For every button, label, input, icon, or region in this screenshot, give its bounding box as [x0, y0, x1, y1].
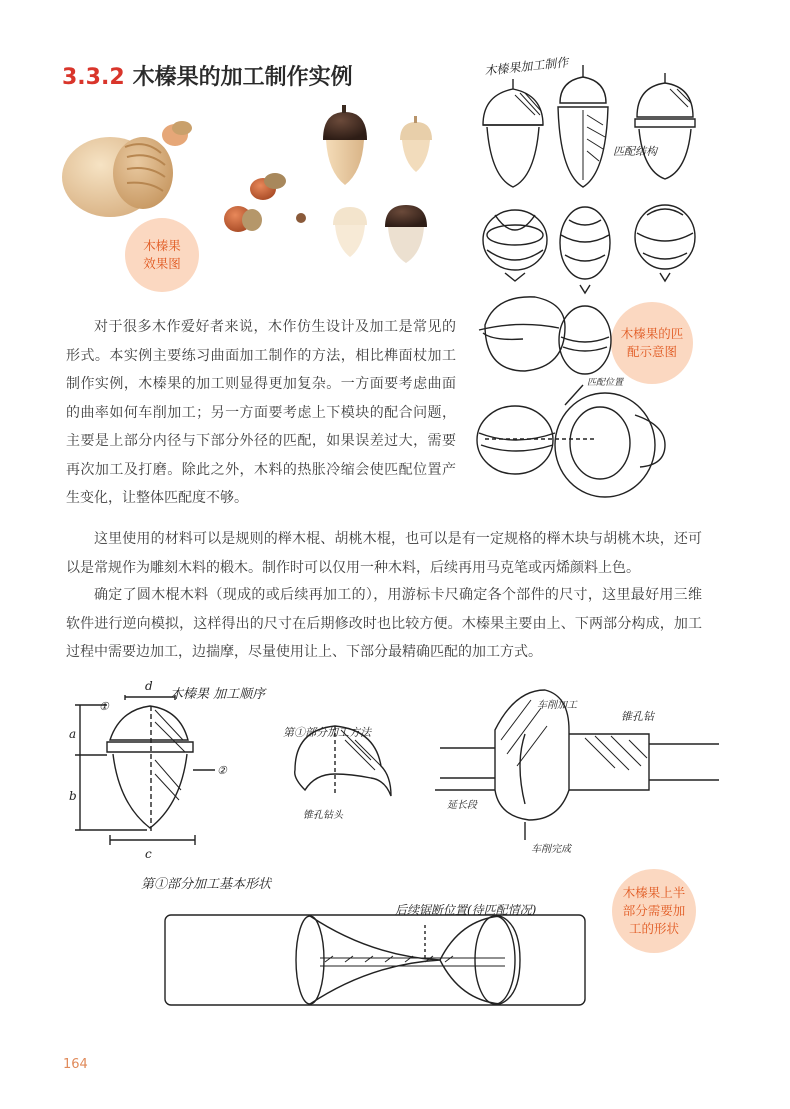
dim-d-label: d	[145, 679, 153, 693]
effect-image-badge	[125, 218, 199, 292]
lathe-finish-label: 车削加工	[537, 700, 577, 711]
method-paragraph: 确定了圆木棍木料（现成的或后续再加工的），用游标卡尺确定各个部件的尺寸，这里最好用三维软件进行逆向模拟，这样得出的尺寸在后期修改时也比较方便。木榛果主要由上、下两部分构成，加工过程中需要边加工，边揣摩，尽量使用让上、下部分最精确匹配的加工方式。	[66, 587, 702, 660]
cut-done-label: 车削完成	[531, 844, 571, 855]
process-title: 木榛果 加工顺序	[170, 687, 266, 702]
drill-bit-label-b: 锥孔钻	[621, 710, 654, 723]
badge-line: 工的形状	[628, 921, 679, 936]
match-position-label: 匹配位置	[587, 378, 624, 388]
badge-line: 配示意图	[626, 344, 677, 359]
badge-line: 部分需要加	[622, 903, 686, 918]
sketch-title: 木榛果加工制作	[483, 55, 569, 78]
section-title	[62, 60, 353, 91]
badge-line: 木榛果	[143, 238, 181, 253]
intro-paragraph: 对于很多木作爱好者来说，木作仿生设计及加工是常见的形式。本实例主要练习曲面加工制作的方法，相比榫面杖加工制作实例，木榛果的加工则显得更加复杂。一方面要考虑曲面的曲率如何车削加工；另一方面要考虑上下模块的配合问题，主要是上部分内径与下部分外径的匹配，如果误差过大，需要再次加工及打磨。除此之外，木料的热胀冷缩会使匹配位置产生变化，让整体匹配度不够。	[66, 319, 456, 506]
badge-line: 木榛果上半	[622, 885, 686, 900]
process-sketches	[55, 670, 725, 1055]
page-number: 164	[63, 1057, 88, 1072]
dark-cap-acorn-photo	[385, 205, 427, 263]
match-structure-label: 匹配结构	[613, 145, 657, 158]
badge-line: 效果图	[143, 256, 181, 271]
walnut-cap-acorn-photo	[323, 105, 367, 185]
badge-line: 木榛果的匹	[620, 326, 684, 341]
large-wooden-acorn-photo	[62, 137, 173, 217]
natural-acorn-photo-3	[224, 206, 262, 232]
acorn-photos	[55, 95, 465, 295]
mark-1: ①	[99, 700, 109, 713]
part1-method-label: 第①部分加工方法	[283, 726, 371, 739]
dim-a-label: a	[69, 727, 77, 741]
natural-acorn-photo-2	[250, 173, 286, 200]
natural-acorn-photo-1	[162, 121, 192, 146]
natural-acorn-photo-4	[296, 213, 306, 223]
acorn-sketch-studies	[465, 55, 715, 505]
part1-shape-label: 第①部分加工基本形状	[141, 877, 272, 892]
drill-bit-label-a: 锥孔钻头	[303, 810, 343, 821]
section-number: 3.3.2	[62, 65, 125, 90]
materials-paragraph: 这里使用的材料可以是规则的榉木棍、胡桃木棍，也可以是有一定规格的榉木块与胡桃木块，还可以是常规作为雕刻木料的椴木。制作时可以仅用一种木料，后续再用马克笔或丙烯颜料上色。	[66, 531, 702, 576]
dim-b-label: b	[69, 789, 77, 803]
cut-position-label: 后续锯断位置(待匹配情况)	[395, 903, 537, 917]
section-heading: 木榛果的加工制作实例	[132, 65, 353, 90]
mark-2: ②	[217, 764, 227, 777]
maple-acorn-photo	[400, 116, 432, 172]
extension-rod-label: 延长段	[447, 800, 477, 811]
light-acorn-photo	[333, 207, 367, 257]
dim-c-label: c	[145, 847, 152, 861]
